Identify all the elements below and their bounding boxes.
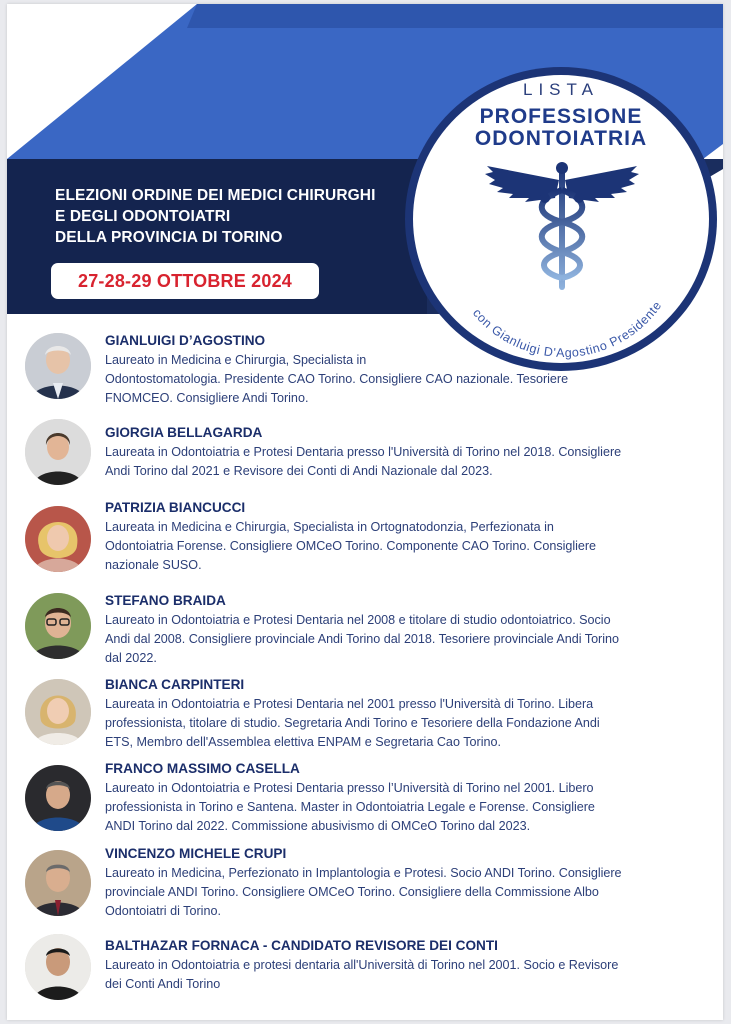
candidate-description <box>105 864 705 921</box>
header-top-strip <box>7 4 723 28</box>
candidate-photo <box>25 593 91 659</box>
description-line: dei Conti Andi Torino <box>105 977 221 991</box>
description-line: Andi Torino dal 2021 e Revisore dei Conti di Andi Nazionale dal 2023. <box>105 464 493 478</box>
candidate-description <box>105 956 705 994</box>
candidate-name: GIORGIA BELLAGARDA <box>105 425 263 440</box>
candidate-description <box>105 779 705 836</box>
description-line: Andi dal 2008. Consigliere provinciale Andi Torino dal 2018. Tesoriere provinciale Andi Torino <box>105 632 619 646</box>
description-line: provinciale ANDI Torino. Consigliere OMCeO Torino. Consigliere della Commissione Albo <box>105 885 599 899</box>
logo-lista-label: LISTA <box>523 80 599 99</box>
candidate-name: FRANCO MASSIMO CASELLA <box>105 761 300 776</box>
logo-title-line-1: PROFESSIONE <box>479 105 643 128</box>
description-line: Laureato in Medicina e Chirurgia, Specialista in <box>105 353 367 367</box>
description-line: professionista, titolare di studio. Segretaria Andi Torino e Tesoriere della Fondazione Andi <box>105 716 600 730</box>
candidate-description <box>105 443 705 481</box>
description-line: dal 2022. <box>105 651 157 665</box>
candidate-description <box>105 695 705 752</box>
description-line: Laureata in Odontoiatria e Protesi Dentaria presso l'Università di Torino nel 2018. Consigliere <box>105 445 622 459</box>
candidate-photo <box>25 934 91 1000</box>
description-line: ANDI Torino dal 2022. Commissione abusivismo di OMCeO Torino dal 2023. <box>105 819 531 833</box>
description-line: Odontoiatria Forense. Consigliere OMCeO Torino. Componente CAO Torino. Consigliere <box>105 539 597 553</box>
candidate-name: BIANCA CARPINTERI <box>105 677 245 692</box>
candidate-name: PATRIZIA BIANCUCCI <box>105 500 246 515</box>
candidate-photo <box>25 765 91 831</box>
description-line: Laureato in Odontoiatria e protesi dentaria all'Università di Torino nel 2001. Socio e Revisore <box>105 958 619 972</box>
candidate-name: GIANLUIGI D’AGOSTINO <box>105 333 266 348</box>
arc-caption-text: con Gianluigi D'Agostino Presidente <box>469 298 665 361</box>
candidate-photo <box>25 419 91 485</box>
candidate-photo <box>25 679 91 745</box>
candidate-description <box>105 351 705 408</box>
description-line: professionista in Torino e Santena. Master in Odontoiatria Legale e Forense. Consigliere <box>105 800 595 814</box>
description-line: FNOMCEO. Consigliere Andi Torino. <box>105 391 309 405</box>
description-line: ETS, Membro dell'Assemblea elettiva ENPAM e Segretaria Cao Torino. <box>105 735 502 749</box>
candidate-photo <box>25 333 91 399</box>
description-line: nazionale SUSO. <box>105 558 202 572</box>
candidate-description <box>105 611 705 668</box>
candidate-name: BALTHAZAR FORNACA - CANDIDATO REVISORE DEI CONTI <box>105 938 498 953</box>
description-line: Laureato in Odontoiatria e Protesi Dentaria nel 2008 e titolare di studio odontoiatrico. Socio <box>105 613 611 627</box>
description-line: Odontoiatri di Torino. <box>105 904 221 918</box>
candidate-photo <box>25 850 91 916</box>
logo-title-line-2: ODONTOIATRIA <box>474 127 648 150</box>
candidate-photo <box>25 506 91 572</box>
candidate-description <box>105 518 705 575</box>
candidate-name: VINCENZO MICHELE CRUPI <box>105 846 287 861</box>
candidate-name: STEFANO BRAIDA <box>105 593 226 608</box>
election-dates-badge: 27-28-29 OTTOBRE 2024 <box>51 263 319 299</box>
headline-line-2: E DEGLI ODONTOIATRI <box>55 208 231 225</box>
description-line: Odontostomatologia. Presidente CAO Torino. Consigliere CAO nazionale. Tesoriere <box>105 372 569 386</box>
logo-arc-caption <box>413 75 709 363</box>
description-line: Laureato in Odontoiatria e Protesi Dentaria presso l’Università di Torino nel 2001. Libero <box>105 781 594 795</box>
flyer-page <box>7 4 723 1020</box>
headline-line-1: ELEZIONI ORDINE DEI MEDICI CHIRURGHI <box>55 187 376 204</box>
headline-line-3: DELLA PROVINCIA DI TORINO <box>55 229 283 246</box>
election-headline <box>55 185 415 248</box>
description-line: Laureato in Medicina, Perfezionato in Implantologia e Protesi. Socio ANDI Torino. Consigliere <box>105 866 622 880</box>
description-line: Laureata in Odontoiatria e Protesi Dentaria nel 2001 presso l'Università di Torino. Libera <box>105 697 594 711</box>
description-line: Laureata in Medicina e Chirurgia, Specialista in Ortognatodonzia, Perfezionata in <box>105 520 554 534</box>
